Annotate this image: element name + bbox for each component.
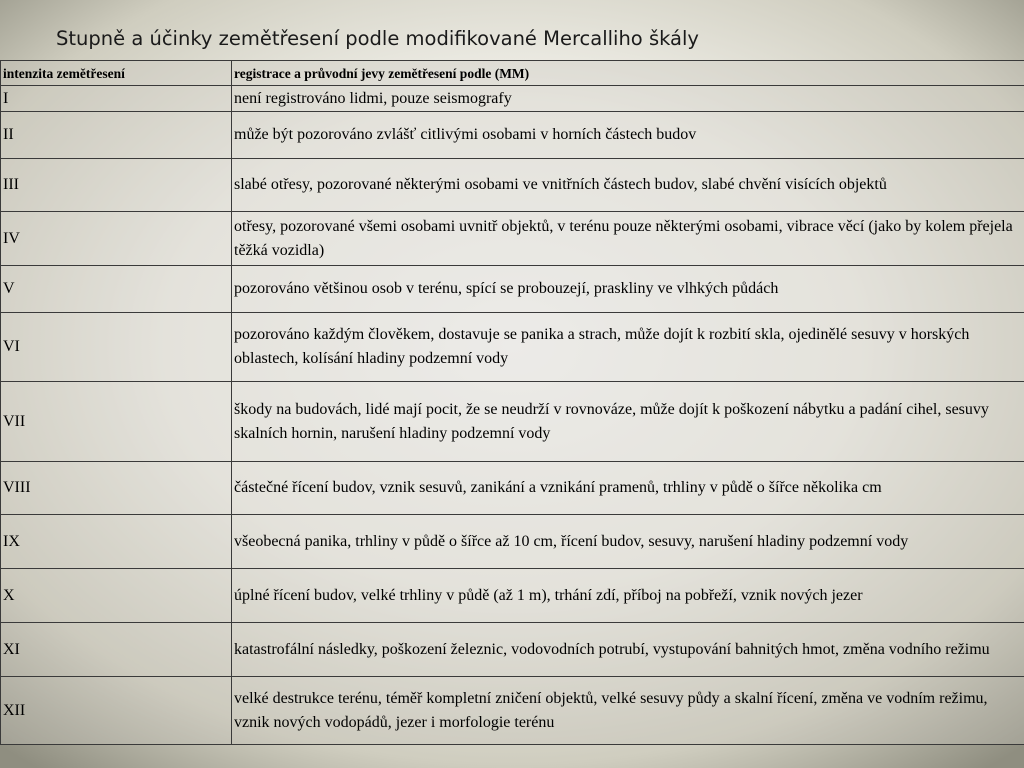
intensity-cell: IV — [1, 212, 232, 266]
intensity-cell: V — [1, 266, 232, 313]
description-cell: úplné řícení budov, velké trhliny v půdě (až 1 m), trhání zdí, příboj na pobřeží, vznik nových jezer — [232, 569, 1024, 623]
description-cell: pozorováno většinou osob v terénu, spící se probouzejí, praskliny ve vlhkých půdách — [232, 266, 1024, 313]
description-cell: může být pozorováno zvlášť citlivými osobami v horních částech budov — [232, 112, 1024, 159]
description-cell: částečné řícení budov, vznik sesuvů, zanikání a vznikání pramenů, trhliny v půdě o šířce několika cm — [232, 462, 1024, 515]
description-cell: pozorováno každým člověkem, dostavuje se panika a strach, může dojít k rozbití skla, ojedinělé sesuvy v horských oblastech, kolísání hladiny podzemní vody — [232, 313, 1024, 382]
description-cell: škody na budovách, lidé mají pocit, že se neudrží v rovnováze, může dojít k poškození nábytku a padání cihel, sesuvy skalních hornin, narušení hladiny podzemní vody — [232, 382, 1024, 462]
table-row — [1, 382, 1024, 462]
description-cell: není registrováno lidmi, pouze seismografy — [232, 86, 1024, 112]
table-row — [1, 462, 1024, 515]
table-header-row — [1, 61, 1024, 86]
table-row — [1, 623, 1024, 677]
intensity-cell: IX — [1, 515, 232, 569]
description-cell: slabé otřesy, pozorované některými osobami ve vnitřních částech budov, slabé chvění visících objektů — [232, 159, 1024, 212]
intensity-cell: VII — [1, 382, 232, 462]
intensity-cell: XII — [1, 677, 232, 745]
intensity-cell: III — [1, 159, 232, 212]
table-row — [1, 266, 1024, 313]
description-cell: katastrofální následky, poškození železnic, vodovodních potrubí, vystupování bahnitých hmot, změna vodního režimu — [232, 623, 1024, 677]
description-cell: všeobecná panika, trhliny v půdě o šířce až 10 cm, řícení budov, sesuvy, narušení hladiny podzemní vody — [232, 515, 1024, 569]
intensity-cell: II — [1, 112, 232, 159]
intensity-cell: VIII — [1, 462, 232, 515]
table-row — [1, 86, 1024, 112]
description-cell: velké destrukce terénu, téměř kompletní zničení objektů, velké sesuvy půdy a skalní řícení, změna ve vodním režimu, vznik nových vodopádů, jezer i morfologie terénu — [232, 677, 1024, 745]
intensity-cell: XI — [1, 623, 232, 677]
slide-title: Stupně a účinky zemětřesení podle modifikované Mercalliho škály — [56, 27, 699, 50]
description-cell: otřesy, pozorované všemi osobami uvnitř objektů, v terénu pouze některými osobami, vibrace věcí (jako by kolem přejela těžká vozidla) — [232, 212, 1024, 266]
table-row — [1, 677, 1024, 745]
table-row — [1, 569, 1024, 623]
header-description: registrace a průvodní jevy zemětřesení podle (MM) — [232, 61, 1024, 86]
intensity-cell: X — [1, 569, 232, 623]
table-row — [1, 515, 1024, 569]
header-intensity: intenzita zemětřesení — [1, 61, 232, 86]
table-row — [1, 212, 1024, 266]
intensity-cell: VI — [1, 313, 232, 382]
mercalli-scale-table — [0, 60, 1024, 745]
intensity-cell: I — [1, 86, 232, 112]
table-row — [1, 159, 1024, 212]
table-row — [1, 313, 1024, 382]
table-row — [1, 112, 1024, 159]
